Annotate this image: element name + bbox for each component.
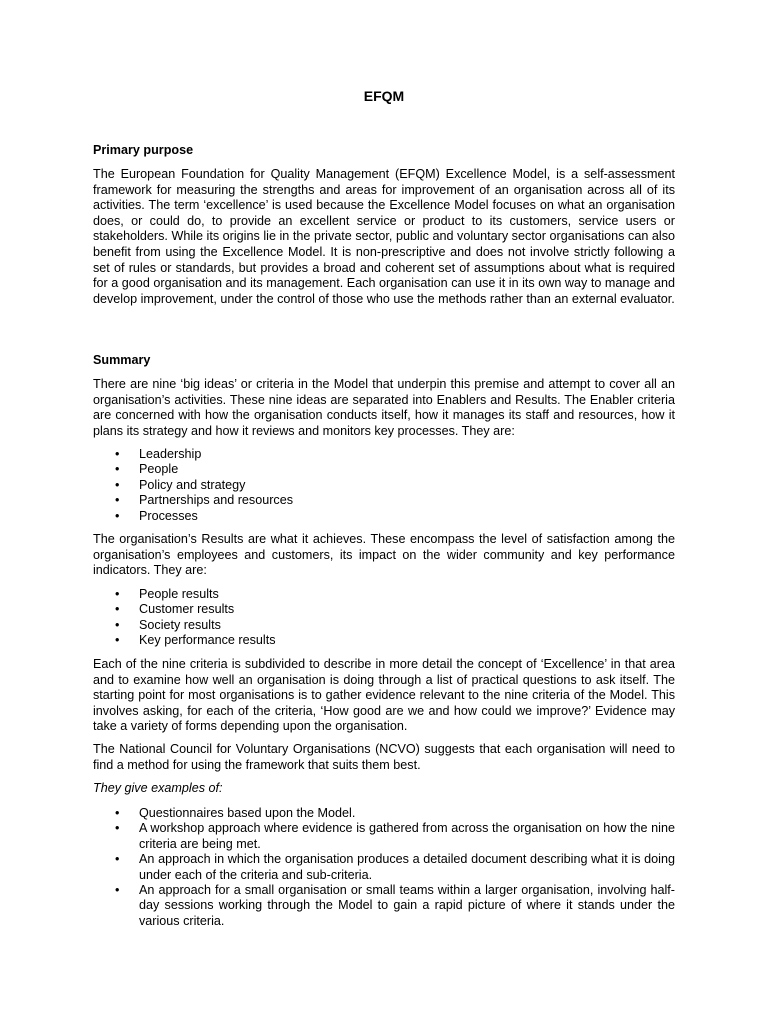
bullet-icon: • bbox=[115, 617, 120, 632]
bullet-icon: • bbox=[115, 806, 120, 820]
bullet-icon: • bbox=[115, 477, 120, 492]
list-item: • People results bbox=[115, 587, 219, 601]
bullet-icon: • bbox=[115, 493, 120, 508]
results-intro-paragraph: The organisation’s Results are what it achieves. These encompass the level of satisfaction among the organisation’s employees and customers, its impact on the wider community and key performance indicators. They are: bbox=[93, 532, 675, 578]
list-item: • Key performance results bbox=[115, 633, 276, 648]
list-item: • A workshop approach where evidence is gathered from across the organisation on how the nine criteria are being met. bbox=[115, 821, 675, 851]
bullet-icon: • bbox=[115, 587, 120, 601]
bullet-icon: • bbox=[115, 821, 120, 836]
list-item: • An approach for a small organisation or small teams within a larger organisation, involving half-day sessions working through the Model to gain a rapid picture of where it stands under the various criteria. bbox=[115, 883, 675, 928]
criteria-paragraph: Each of the nine criteria is subdivided to describe in more detail the concept of ‘Excellence’ in that area and to examine how well an organisation is doing through a list of practical questions to ask itself. The starting point for most organisations is to gather evidence relevant to the nine criteria of the Model. This involves asking, for each of the criteria, ‘How good are we and how could we improve?’ Evidence may take a variety of forms depending upon the organisation. bbox=[93, 657, 675, 734]
summary-intro-paragraph: There are nine ‘big ideas’ or criteria in the Model that underpin this premise and attempt to cover all an organisation’s activities. These nine ideas are separated into Enablers and Results. The Enabler criteria are concerned with how the organisation conducts itself, how it manages its staff and resources, how it plans its strategy and how it reviews and monitors key processes. They are: bbox=[93, 377, 675, 438]
list-item: • Society results bbox=[115, 617, 221, 632]
bullet-icon: • bbox=[115, 462, 120, 477]
bullet-icon: • bbox=[115, 447, 120, 461]
list-item: • Policy and strategy bbox=[115, 477, 246, 492]
section-heading-primary-purpose: Primary purpose bbox=[93, 143, 194, 157]
list-item: • Partnerships and resources bbox=[115, 493, 294, 508]
bullet-icon: • bbox=[115, 602, 120, 617]
list-item: • Processes bbox=[115, 508, 198, 523]
bullet-icon: • bbox=[115, 633, 120, 648]
section-heading-summary: Summary bbox=[93, 353, 151, 367]
list-item: • An approach in which the organisation produces a detailed document describing what it is doing under each of the criteria and sub-criteria. bbox=[115, 852, 675, 882]
results-list bbox=[93, 587, 675, 649]
bullet-icon: • bbox=[115, 883, 120, 898]
primary-purpose-paragraph: The European Foundation for Quality Management (EFQM) Excellence Model, is a self-assessment framework for measuring the strengths and areas for improvement of an organisation across all of its activities. The term ‘excellence’ is used because the Excellence Model focuses on what an organisation does, or could do, to provide an excellent service or product to its customers, service users or stakeholders. While its origins lie in the private sector, public and voluntary sector organisations can also benefit from using the Excellence Model. It is non-prescriptive and does not involve strictly following a set of rules or standards, but provides a broad and coherent set of assumptions about what is required for a good organisation and its management. Each organisation can use it in its own way to manage and develop improvement, under the control of those who use the methods rather than an external evaluator. bbox=[93, 167, 675, 306]
document-title: EFQM bbox=[363, 88, 405, 104]
examples-list bbox=[93, 806, 675, 929]
list-item: • Customer results bbox=[115, 602, 235, 617]
ncvo-paragraph: The National Council for Voluntary Organisations (NCVO) suggests that each organisation will need to find a method for using the framework that suits them best. bbox=[93, 742, 675, 772]
list-item: • People bbox=[115, 462, 179, 477]
bullet-icon: • bbox=[115, 852, 120, 867]
list-item: • Leadership bbox=[115, 447, 202, 461]
enablers-list bbox=[93, 447, 675, 524]
bullet-icon: • bbox=[115, 508, 120, 523]
list-item: • Questionnaires based upon the Model. bbox=[115, 806, 356, 820]
examples-label: They give examples of: bbox=[93, 781, 223, 795]
